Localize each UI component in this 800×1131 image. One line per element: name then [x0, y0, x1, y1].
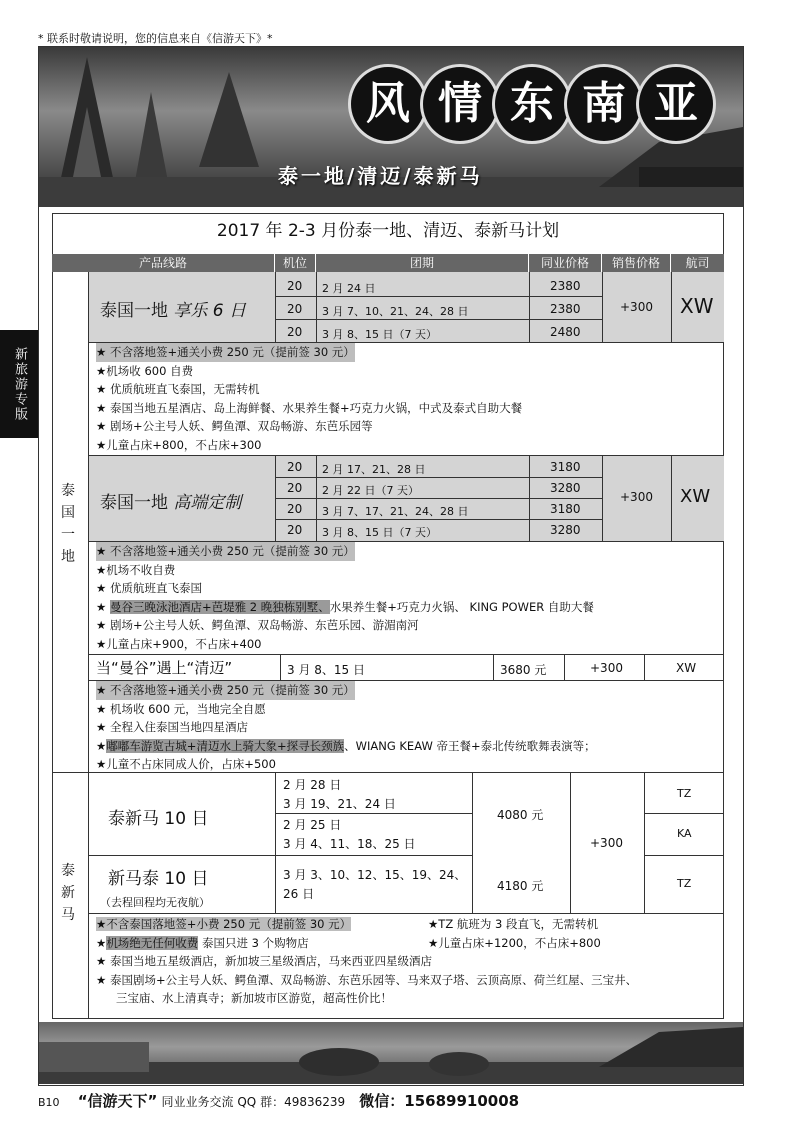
title-char-4: 南 — [567, 67, 641, 141]
header-trade-price: 同业价格 — [529, 254, 601, 272]
p3-airline: XW — [676, 661, 697, 675]
p2-seat-4: 20 — [287, 523, 303, 537]
source-notice: * 联系时敬请说明，您的信息来自《信游天下》* — [38, 32, 273, 45]
title-char-1: 风 — [351, 67, 425, 141]
p2-seat-2: 20 — [287, 481, 303, 495]
product-4-name: 泰新马 10 日 — [108, 809, 209, 829]
region-tsm: 泰新马 — [61, 863, 75, 923]
p4-dates-a: 2 月 28 日 3 月 19、21、24 日 — [283, 778, 396, 811]
product-1-notes: ★ 不含落地签+通关小费 250 元（提前签 30 元） ★机场收 600 自费 ★ 优质航班直飞泰国，无需转机 ★ 泰国当地五星酒店、岛上海鲜餐、水果养生餐+巧克力火锅，中式及泰式自助大餐 ★ 剧场+公主号人妖、鳄鱼潭、双岛畅游、东芭乐园等 ★儿童占床+800，不占床+300 — [96, 345, 523, 452]
p5-dates: 3 月 3、10、12、15、19、24、 26 日 — [283, 868, 467, 901]
p1-price-2: 2380 — [550, 302, 581, 316]
header-route: 产品线路 — [52, 254, 274, 272]
landscape-silhouette — [39, 1022, 743, 1084]
tsm-notes: ★不含泰国落地签+小费 250 元（提前签 30 元） ★TZ 航班为 3 段直飞，无需转机 ★机场绝无任何收费 泰国只进 3 个购物店 ★儿童占床+1200，不占床+800 ★ 泰国当地五星级酒店，新加坡三星级酒店，马来西亚四星级酒店 ★ 泰国剧场+公主号人妖、鳄鱼潭、双岛畅游、东芭乐园等、马来双子塔、云顶高原、荷兰红屋、三宝井、 三宝庙、水上清真寺；新加坡市区游览，超高性价比！ — [96, 917, 638, 1005]
bottom-banner — [39, 1022, 743, 1084]
p5-airline: TZ — [677, 877, 692, 890]
p1-seat-3: 20 — [287, 325, 303, 339]
p1-price-1: 2380 — [550, 279, 581, 293]
p2-date-2: 2 月 22 日（7 天） — [322, 484, 419, 497]
p2-price-1: 3180 — [550, 460, 581, 474]
p1-price-3: 2480 — [550, 325, 581, 339]
p2-date-4: 3 月 8、15 日（7 天） — [322, 526, 437, 539]
p2-date-3: 3 月 7、17、21、24、28 日 — [322, 505, 469, 518]
p2-airline: XW — [680, 486, 711, 507]
p2-seat-3: 20 — [287, 502, 303, 516]
p5-price: 4180 元 — [497, 879, 544, 893]
p2-price-3: 3180 — [550, 502, 581, 516]
p5-note: （去程回程均无夜航） — [100, 896, 210, 909]
p4-dates-b: 2 月 25 日 3 月 4、11、18、25 日 — [283, 818, 416, 851]
p4-price: 4080 元 — [497, 808, 544, 822]
p1-seat-1: 20 — [287, 279, 303, 293]
product-3-notes: ★ 不含落地签+通关小费 250 元（提前签 30 元） ★ 机场收 600 元，当地完全自愿 ★ 全程入住泰国当地四星酒店 ★嘟嘟车游览古城+清迈水上骑大象+探寻长颈族、WIANG KEAW 帝王餐+泰北传统歌舞表演等； ★儿童不占床同成人价，占床+500 — [96, 683, 596, 771]
title-char-2: 情 — [423, 67, 497, 141]
p2-seat-1: 20 — [287, 460, 303, 474]
header-sale-price: 销售价格 — [602, 254, 670, 272]
plan-title: 2017 年 2-3 月份泰一地、清迈、泰新马计划 — [216, 221, 560, 241]
p3-sale-price: +300 — [590, 661, 623, 675]
p1-seat-2: 20 — [287, 302, 303, 316]
p1-date-2: 3 月 7、10、21、24、28 日 — [322, 305, 469, 318]
product-1-name: 泰国一地 享乐 6 日 — [100, 301, 247, 321]
header-seats: 机位 — [275, 254, 315, 272]
product-2-name: 泰国一地 高端定制 — [100, 493, 242, 513]
p2-date-1: 2 月 17、21、28 日 — [322, 463, 426, 476]
p45-sale-price: +300 — [590, 836, 623, 850]
title-char-3: 东 — [495, 67, 569, 141]
p2-sale-price: +300 — [620, 490, 653, 504]
p2-price-4: 3280 — [550, 523, 581, 537]
region-divider — [88, 272, 89, 1019]
p2-price-2: 3280 — [550, 481, 581, 495]
p4-airline-a: TZ — [677, 787, 692, 800]
p1-date-3: 3 月 8、15 日（7 天） — [322, 328, 437, 341]
footer: B10 “信游天下” 同业业务交流 QQ 群：49836239 微信：15689910008 — [38, 1092, 520, 1110]
p1-date-1: 2 月 24 日 — [322, 282, 376, 295]
product-5-name: 新马泰 10 日 — [108, 869, 209, 889]
p3-dates: 3 月 8、15 日 — [287, 663, 365, 677]
header-airline: 航司 — [671, 254, 724, 272]
product-2-notes: ★ 不含落地签+通关小费 250 元（提前签 30 元） ★机场不收自费 ★ 优质航班直飞泰国 ★ 曼谷三晚泳池酒店+芭堤雅 2 晚独栋别墅、水果养生餐+巧克力火锅、 KING POWER 自助大餐 ★ 剧场+公主号人妖、鳄鱼潭、双岛畅游、东芭乐园、游湄南河 ★儿童占床+900，不占床+400 — [96, 544, 594, 651]
title-char-5: 亚 — [639, 67, 713, 141]
header-dates: 团期 — [316, 254, 528, 272]
side-tab: 新旅游专版 — [0, 330, 38, 438]
product-3-name: 当“曼谷”遇上“清迈” — [96, 659, 233, 677]
banner-subtitle: 泰一地/清迈/泰新马 — [278, 164, 483, 188]
p1-airline: XW — [680, 294, 714, 318]
p3-price: 3680 元 — [500, 663, 547, 677]
region-thailand: 泰国一地 — [61, 483, 75, 565]
p4-airline-b: KA — [677, 827, 692, 840]
p1-sale-price: +300 — [620, 300, 653, 314]
region-separator — [52, 772, 88, 773]
